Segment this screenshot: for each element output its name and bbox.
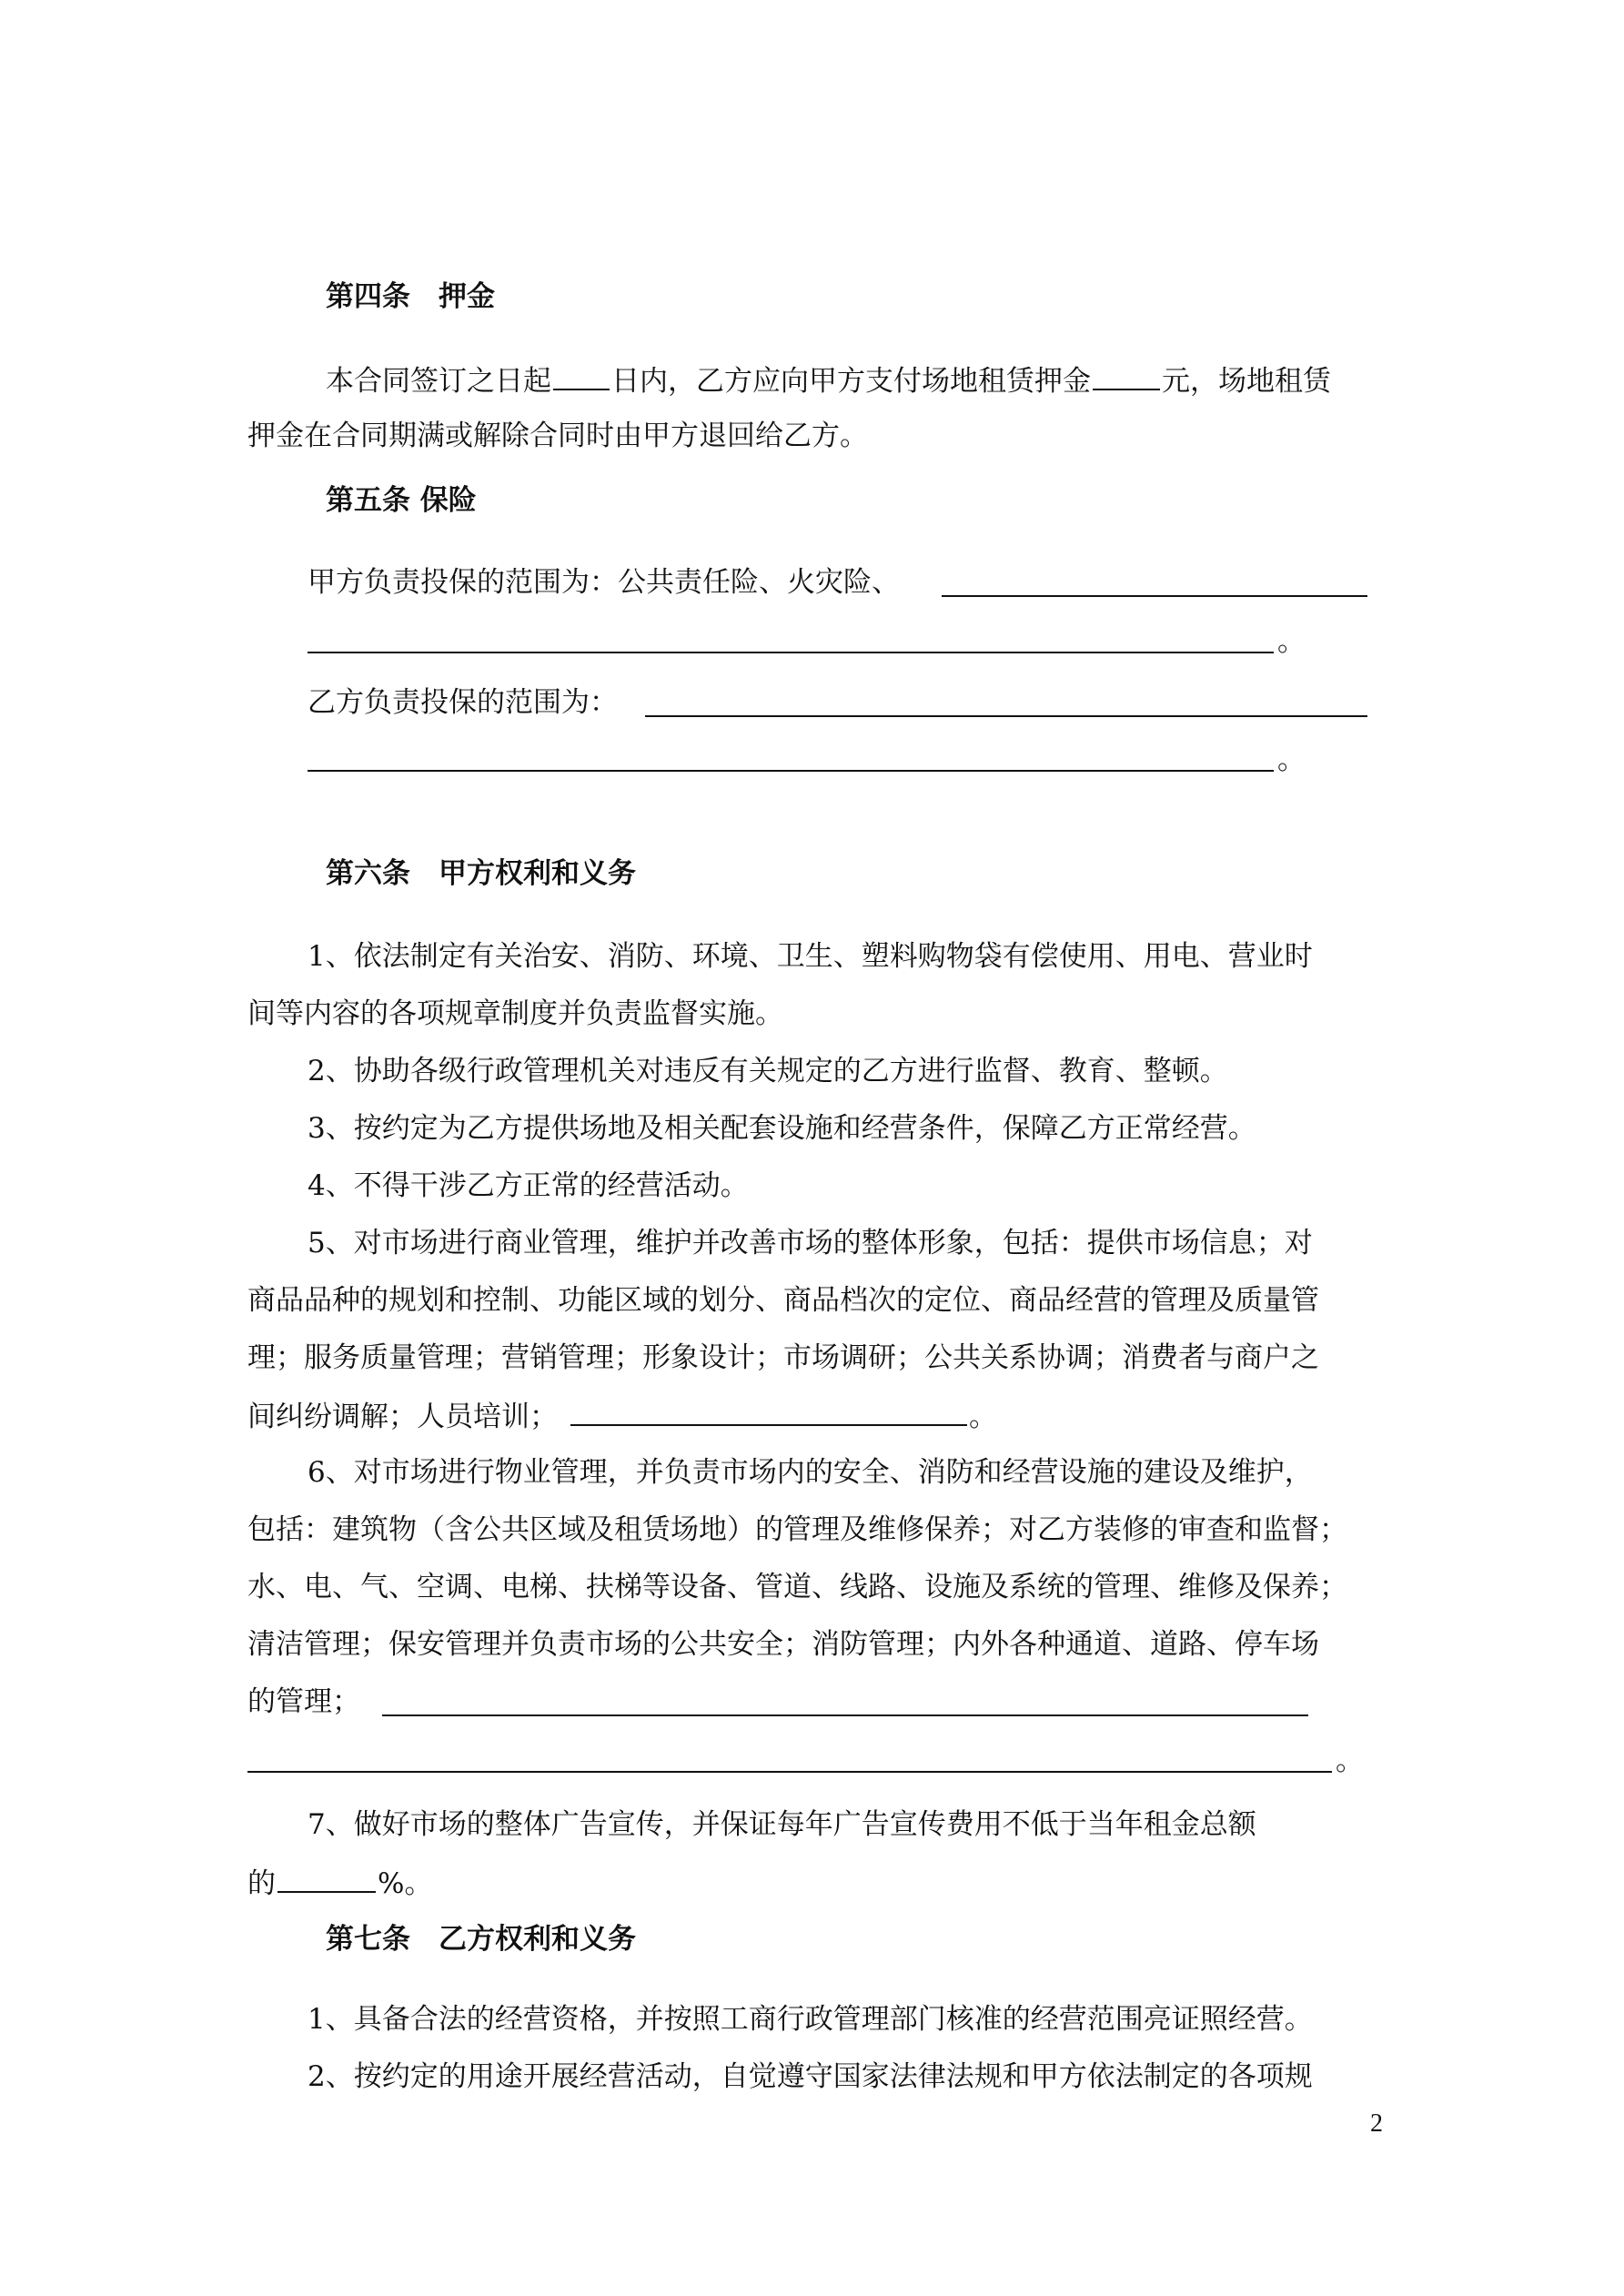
article-6-item-2: 2、协助各级行政管理机关对违反有关规定的乙方进行监督、教育、整顿。 [308,1055,1228,1087]
days-blank [553,361,610,390]
article-6-item-6-line-5: 的管理； [247,1685,360,1718]
line-end-mark: 。 [1277,625,1306,658]
article-6-item-3: 3、按约定为乙方提供场地及相关配套设施和经营条件，保障乙方正常经营。 [308,1112,1256,1145]
article-6-item-6-line-2: 包括：建筑物（含公共区域及租赁场地）的管理及维修保养；对乙方装修的审查和监督； [247,1513,1347,1546]
article-6-item-6-line-1: 6、对市场进行物业管理，并负责市场内的安全、消防和经营设施的建设及维护， [308,1456,1313,1489]
article-6-item-1-line-1: 1、依法制定有关治安、消防、环境、卫生、塑料购物袋有偿使用、用电、营业时 [308,940,1313,973]
text-segment: 元，场地租赁 [1162,365,1331,398]
party-b-insurance-blank-2 [308,770,1274,772]
party-b-insurance-line: 乙方负责投保的范围为： [308,686,618,719]
page-number: 2 [1370,2109,1383,2138]
article-4-heading: 第四条 押金 [326,280,495,313]
article-7-heading: 第七条 乙方权利和义务 [326,1923,636,1956]
line-end-mark: 。 [1336,1745,1364,1777]
article-4-paragraph-line-2: 押金在合同期满或解除合同时由甲方退回给乙方。 [247,420,868,452]
training-blank [570,1397,967,1426]
article-6-item-7-line-1: 7、做好市场的整体广告宣传，并保证每年广告宣传费用不低于当年租金总额 [308,1808,1256,1841]
line-end-mark: 。 [1277,743,1306,776]
party-a-insurance-blank-2 [308,652,1274,653]
text-segment: 间纠纷调解；人员培训； [247,1401,558,1433]
management-blank-2 [247,1771,1332,1773]
text-segment: 的 [247,1867,276,1900]
article-6-item-6-line-3: 水、电、气、空调、电梯、扶梯等设备、管道、线路、设施及系统的管理、维修及保养； [247,1571,1347,1603]
line-end-mark: 。 [969,1401,997,1433]
party-b-insurance-blank [645,715,1367,717]
party-a-insurance-blank [942,595,1367,597]
article-6-heading: 第六条 甲方权利和义务 [326,857,636,890]
article-6-item-4: 4、不得干涉乙方正常的经营活动。 [308,1169,749,1202]
article-7-item-2: 2、按约定的用途开展经营活动，自觉遵守国家法律法规和甲方依法制定的各项规 [308,2060,1313,2093]
article-6-item-5-line-2: 商品品种的规划和控制、功能区域的划分、商品档次的定位、商品经营的管理及质量管 [247,1284,1319,1317]
article-7-item-1: 1、具备合法的经营资格，并按照工商行政管理部门核准的经营范围亮证照经营。 [308,2003,1313,2036]
article-5-heading: 第五条 保险 [326,484,477,517]
article-4-paragraph-line-1 [326,361,1331,400]
text-segment: %。 [378,1867,433,1900]
article-6-item-7-line-2 [247,1864,432,1902]
article-6-item-5-line-1: 5、对市场进行商业管理，维护并改善市场的整体形象，包括：提供市场信息；对 [308,1227,1313,1259]
text-segment: 本合同签订之日起 [326,365,551,398]
management-blank [382,1714,1308,1716]
text-segment: 日内，乙方应向甲方支付场地租赁押金 [611,365,1091,398]
article-6-item-5-line-3: 理；服务质量管理；营销管理；形象设计；市场调研；公共关系协调；消费者与商户之 [247,1341,1319,1374]
article-6-item-6-line-4: 清洁管理；保安管理并负责市场的公共安全；消防管理；内外各种通道、道路、停车场 [247,1628,1319,1661]
percent-blank [277,1864,376,1893]
article-6-item-5-line-4 [247,1397,997,1435]
deposit-amount-blank [1093,361,1160,390]
article-6-item-1-line-2: 间等内容的各项规章制度并负责监督实施。 [247,997,783,1030]
party-a-insurance-line: 甲方负责投保的范围为：公共责任险、火灾险、 [308,566,900,599]
